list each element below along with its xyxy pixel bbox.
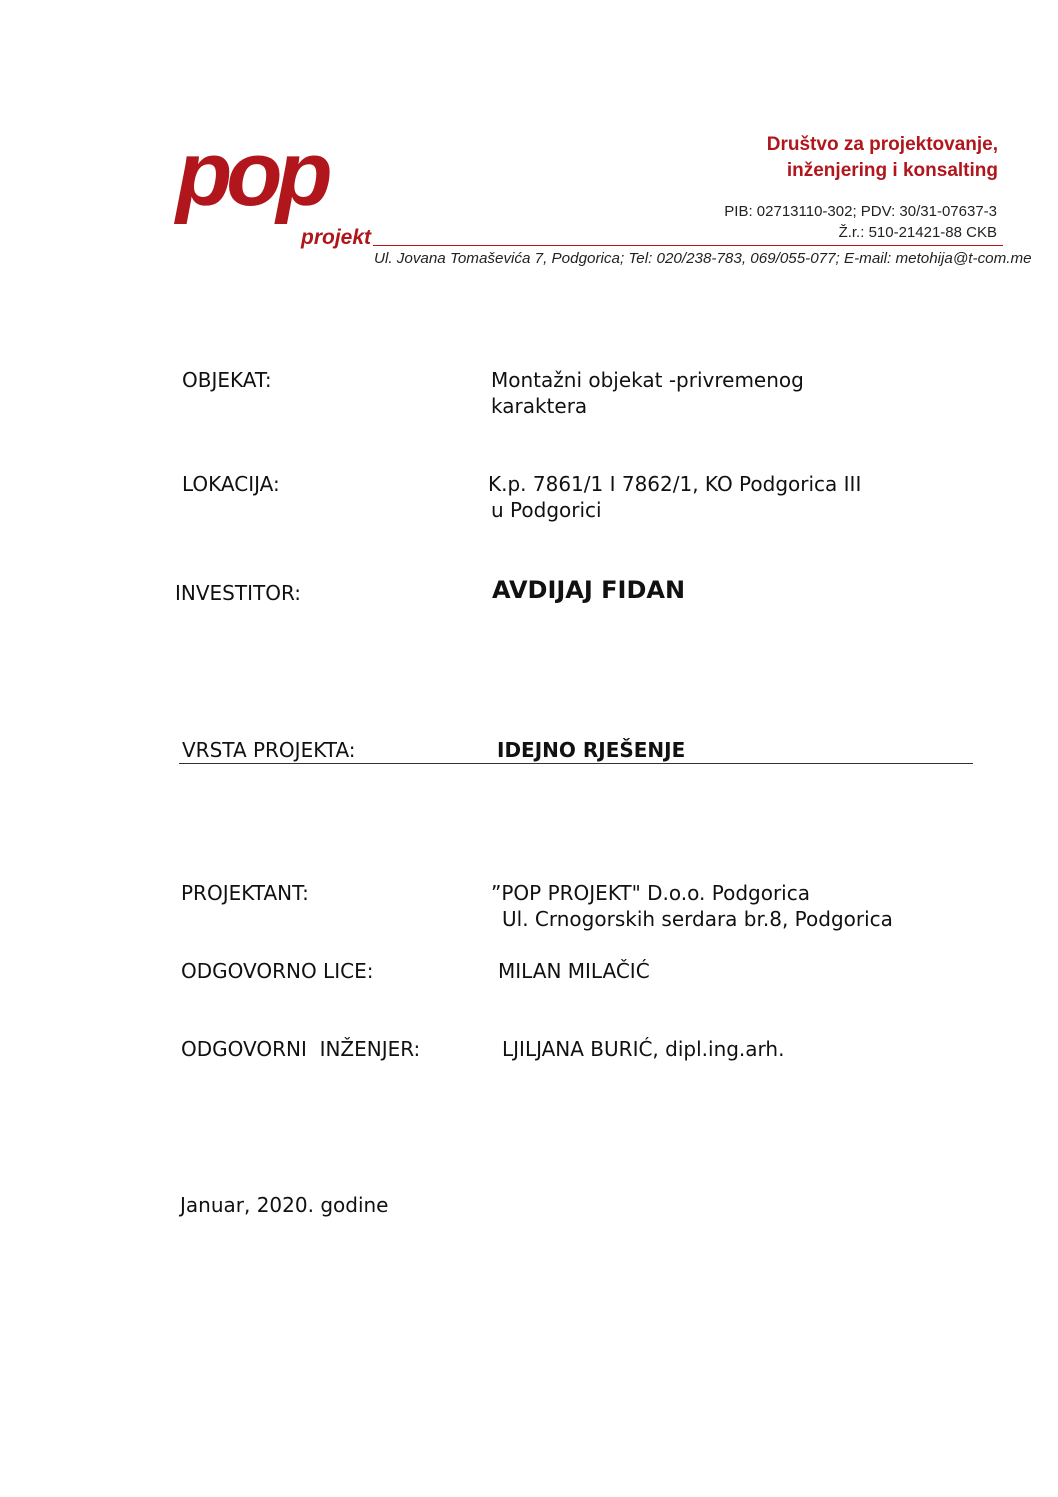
bank-account-info: Ž.r.: 510-21421-88 CKB	[838, 224, 997, 241]
tax-registration-info: PIB: 02713110-302; PDV: 30/31-07637-3	[724, 203, 997, 220]
odgovorno-lice-value: MILAN MILAČIĆ	[498, 959, 650, 983]
section-divider	[179, 763, 973, 764]
objekat-value-line-1: Montažni objekat -privremenog	[491, 368, 804, 392]
company-description-line-2: inženjering i konsalting	[786, 160, 998, 181]
investitor-label: INVESTITOR:	[175, 581, 301, 605]
company-logo-subtitle: projekt	[301, 226, 372, 249]
odgovorno-lice-label: ODGOVORNO LICE:	[181, 959, 374, 983]
investitor-value: AVDIJAJ FIDAN	[492, 576, 686, 604]
projektant-value-line-2: Ul. Crnogorskih serdara br.8, Podgorica	[502, 907, 893, 931]
letterhead-divider	[373, 245, 1003, 246]
lokacija-value-line-2: u Podgorici	[491, 498, 602, 522]
company-description-line-1: Društvo za projektovanje,	[766, 134, 998, 155]
lokacija-value-line-1: K.p. 7861/1 I 7862/1, KO Podgorica III	[488, 472, 862, 496]
odgovorni-inzenjer-value: LJILJANA BURIĆ, dipl.ing.arh.	[502, 1037, 785, 1061]
lokacija-label: LOKACIJA:	[182, 472, 280, 496]
vrsta-projekta-value: IDEJNO RJEŠENJE	[497, 738, 686, 762]
projektant-label: PROJEKTANT:	[181, 881, 309, 905]
objekat-label: OBJEKAT:	[182, 368, 272, 392]
company-logo: pop	[176, 123, 327, 225]
company-address: Ul. Jovana Tomaševića 7, Podgorica; Tel: 020/238-783, 069/055-077; E-mail: metohija@t-com.me	[374, 250, 1032, 267]
projektant-value-line-1: ”POP PROJEKT" D.o.o. Podgorica	[491, 881, 810, 905]
objekat-value-line-2: karaktera	[491, 394, 588, 418]
odgovorni-inzenjer-label: ODGOVORNI INŽENJER:	[181, 1037, 421, 1061]
document-date: Januar, 2020. godine	[180, 1193, 389, 1217]
vrsta-projekta-label: VRSTA PROJEKTA:	[182, 738, 356, 762]
